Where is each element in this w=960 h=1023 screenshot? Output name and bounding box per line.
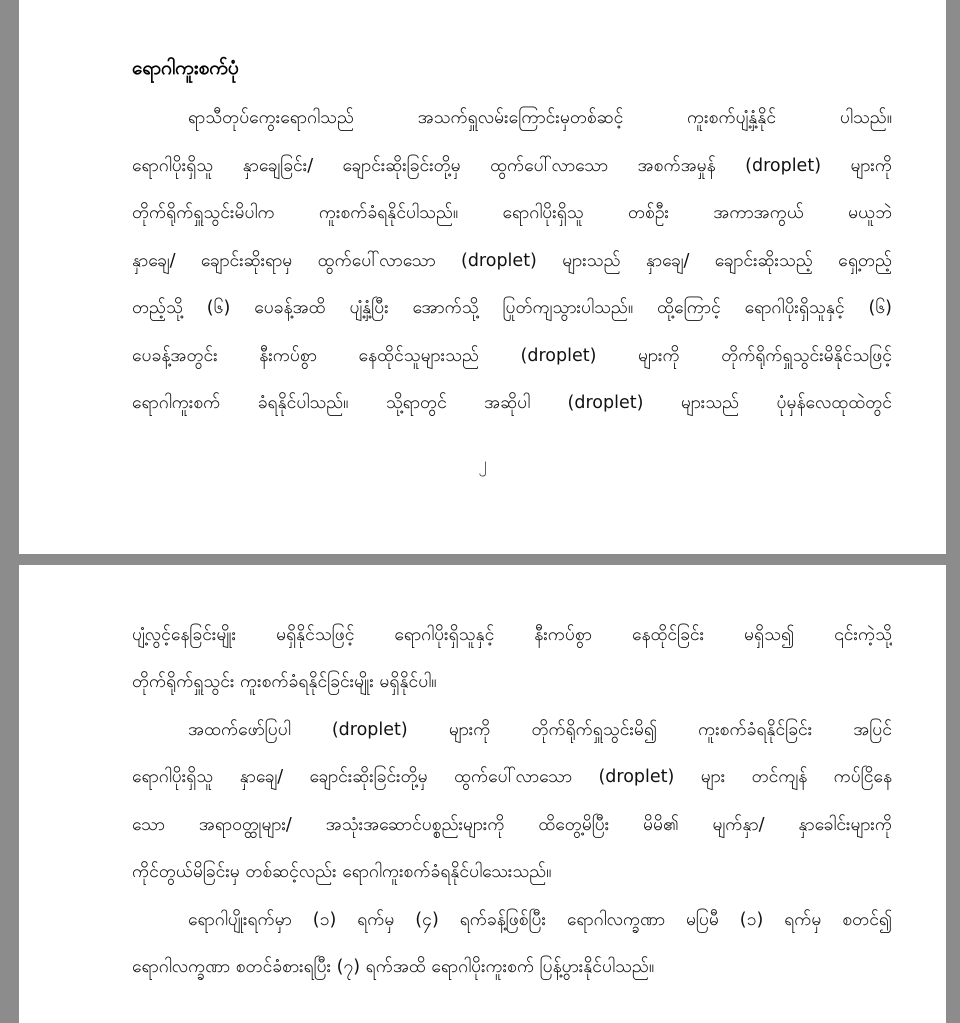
paragraph-line: တိုက်ရိုက်ရှူသွင်းမိပါက ကူးစက်ခံရနိုင်ပါသည်။ ရောဂါပိုးရှိသူ တစ်ဦး အကာအကွယ် မယူဘဲ [132,203,892,223]
page-number: ၂ [478,454,487,474]
paragraph-line: ပျံ့လွင့်နေခြင်းမျိုး မရှိနိုင်သဖြင့် ရောဂါပိုးရှိသူနှင့် နီးကပ်စွာ နေထိုင်ခြင်း မရှိသ၍ ၎င်းကဲ့သို့ [132,625,892,645]
paragraph-line: အထက်ဖော်ပြပါ (droplet) များကို တိုက်ရိုက်ရှူသွင်းမိ၍ ကူးစက်ခံရနိုင်ခြင်း အပြင် [188,720,892,740]
paragraph-line: ရောဂါပိုးရှိသူ နှာချေခြင်း/ ချောင်းဆိုးခြင်းတို့မှ ထွက်ပေါ်လာသော အစက်အမှုန် (droplet) များကို [132,156,892,176]
paragraph-line: ရောဂါလက္ခဏာ စတင်ခံစားရပြီး (၇) ရက်အထိ ရောဂါပိုးကူးစက် ပြန့်ပွားနိုင်ပါသည်။ [132,957,655,977]
paragraph-line: တိုက်ရိုက်ရှူသွင်း ကူးစက်ခံရနိုင်ခြင်းမျိုး မရှိနိုင်ပါ။ [132,672,437,692]
paragraph-line: နှာချေ/ ချောင်းဆိုးရာမှ ထွက်ပေါ်လာသော (droplet) များသည် နှာချေ/ ချောင်းဆိုးသည့် ရှေ့တည့် [132,251,892,271]
section-heading: ရောဂါကူးစက်ပုံ [132,57,239,79]
paragraph-line: တည့်သို့ (၆) ပေခန့်အထိ ပျံ့နှံ့ပြီး အောက်သို့ ပြုတ်ကျသွားပါသည်။ ထို့ကြောင့် ရောဂါပိုးရှိသူနှင့် (၆) [132,298,892,318]
document-page-2 [19,565,946,1023]
document-page-1 [19,0,946,554]
paragraph-line: ရောဂါကူးစက် ခံရနိုင်ပါသည်။ သို့ရာတွင် အဆိုပါ (droplet) များသည် ပုံမှန်လေထုထဲတွင် [132,393,892,413]
paragraph-line: ကိုင်တွယ်မိခြင်းမှ တစ်ဆင့်လည်း ရောဂါကူးစက်ခံရနိုင်ပါသေးသည်။ [132,862,552,882]
paragraph-line: ရောဂါပိုးရှိသူ နှာချေ/ ချောင်းဆိုးခြင်းတို့မှ ထွက်ပေါ်လာသော (droplet) များ တင်ကျန် ကပ်ငြိနေ [132,767,892,787]
paragraph-line: ရာသီတုပ်ကွေးရောဂါသည် အသက်ရှူလမ်းကြောင်းမှတစ်ဆင့် ကူးစက်ပျံ့နှံ့နိုင် ပါသည်။ [188,108,892,128]
paragraph-line: ရောဂါပျိုးရက်မှာ (၁) ရက်မှ (၄) ရက်ခန့်ဖြစ်ပြီး ရောဂါလက္ခဏာ မပြမီ (၁) ရက်မှ စတင်၍ [188,910,892,930]
paragraph-line: သော အရာဝတ္ထုများ/ အသုံးအဆောင်ပစ္စည်းများကို ထိတွေ့မိပြီး မိမိ၏ မျက်နှာ/ နှာခေါင်းများကို [132,815,892,835]
paragraph-line: ပေခန့်အတွင်း နီးကပ်စွာ နေထိုင်သူများသည် (droplet) များကို တိုက်ရိုက်ရှူသွင်းမိနိုင်သဖြင့် [132,346,892,366]
